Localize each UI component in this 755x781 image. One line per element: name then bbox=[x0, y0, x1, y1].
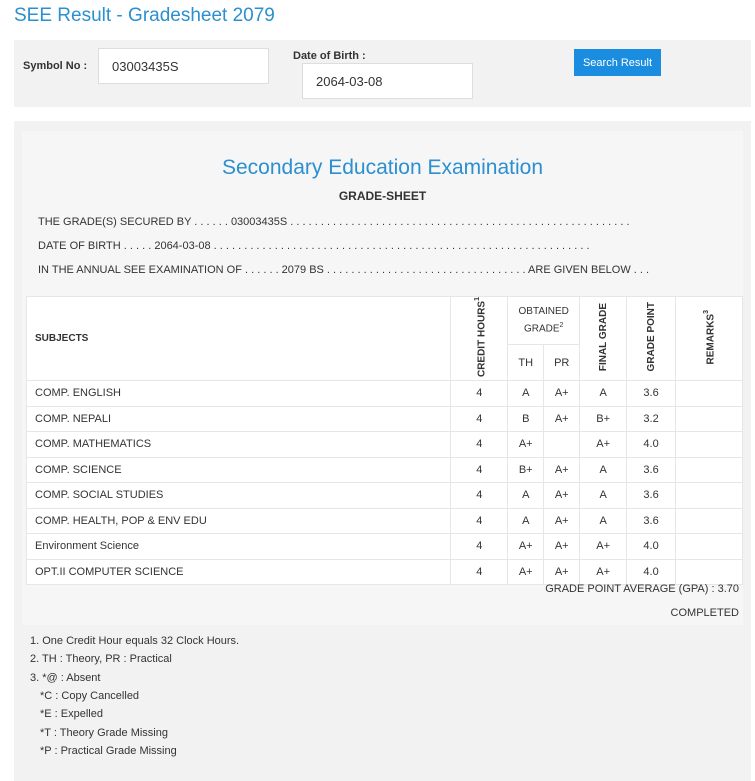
final-grade-cell: B+ bbox=[580, 406, 627, 432]
note-item: *C : Copy Cancelled bbox=[40, 690, 140, 702]
note-item: 2. TH : Theory, PR : Practical bbox=[30, 653, 172, 665]
remarks-cell bbox=[676, 483, 743, 509]
grade-point-cell: 4.0 bbox=[627, 432, 676, 458]
pr-grade-cell: A+ bbox=[544, 534, 580, 560]
remarks-cell bbox=[676, 508, 743, 534]
remarks-cell bbox=[676, 534, 743, 560]
grade-point-header: GRADE POINT bbox=[627, 297, 676, 381]
credit-cell: 4 bbox=[451, 457, 508, 483]
credit-cell: 4 bbox=[451, 508, 508, 534]
final-grade-cell: A+ bbox=[580, 432, 627, 458]
pr-grade-cell: A+ bbox=[544, 406, 580, 432]
subject-cell: COMP. HEALTH, POP & ENV EDU bbox=[27, 508, 451, 534]
credit-cell: 4 bbox=[451, 483, 508, 509]
search-result-button[interactable]: Search Result bbox=[574, 49, 661, 76]
grade-point-cell: 4.0 bbox=[627, 534, 676, 560]
remarks-cell bbox=[676, 559, 743, 585]
table-row bbox=[27, 559, 743, 585]
subject-cell: COMP. MATHEMATICS bbox=[27, 432, 451, 458]
table-row bbox=[27, 508, 743, 534]
grade-point-cell: 3.6 bbox=[627, 483, 676, 509]
table-row bbox=[27, 534, 743, 560]
note-item: 3. *@ : Absent bbox=[30, 672, 101, 684]
note-item: 1. One Credit Hour equals 32 Clock Hours. bbox=[30, 635, 240, 647]
table-row bbox=[27, 457, 743, 483]
gpa-summary: GRADE POINT AVERAGE (GPA) : 3.70 bbox=[545, 583, 739, 595]
subject-cell: COMP. SCIENCE bbox=[27, 457, 451, 483]
grade-point-cell: 3.6 bbox=[627, 381, 676, 407]
th-header: TH bbox=[508, 345, 544, 381]
obtained-grade-header: OBTAINED GRADE$^2$ bbox=[508, 297, 580, 345]
pr-grade-cell: A+ bbox=[544, 381, 580, 407]
credit-cell: 4 bbox=[451, 432, 508, 458]
table-row bbox=[27, 432, 743, 458]
pr-grade-cell: A+ bbox=[544, 457, 580, 483]
remarks-cell bbox=[676, 406, 743, 432]
result-status: COMPLETED bbox=[670, 607, 739, 619]
grades-table bbox=[26, 296, 743, 585]
final-grade-cell: A bbox=[580, 457, 627, 483]
th-grade-cell: A+ bbox=[508, 559, 544, 585]
th-grade-cell: A bbox=[508, 381, 544, 407]
remarks-cell bbox=[676, 457, 743, 483]
th-grade-cell: A+ bbox=[508, 432, 544, 458]
pr-grade-cell: A+ bbox=[544, 508, 580, 534]
dob-line: DATE OF BIRTH . . . . . 2064-03-08 . . . . . . . . . . . . . . . . . . . . . . . . . . . . . . . . . . . . . . . . . . . . . . . . . . . . . . . . . . . . . . bbox=[38, 240, 590, 252]
symbol-no-label: Symbol No : bbox=[23, 60, 88, 72]
credit-cell: 4 bbox=[451, 381, 508, 407]
grade-point-cell: 3.2 bbox=[627, 406, 676, 432]
dob-label: Date of Birth : bbox=[293, 50, 366, 62]
th-grade-cell: B bbox=[508, 406, 544, 432]
final-grade-cell: A bbox=[580, 508, 627, 534]
exam-year-line: IN THE ANNUAL SEE EXAMINATION OF . . . . . . 2079 BS . . . . . . . . . . . . . . . . . . . . . . . . . . . . . . . . . ARE GIVEN BELOW . . . bbox=[38, 264, 650, 276]
subjects-header: SUBJECTS bbox=[27, 297, 451, 381]
remarks-cell bbox=[676, 381, 743, 407]
final-grade-cell: A bbox=[580, 381, 627, 407]
symbol-no-input[interactable] bbox=[98, 48, 269, 84]
subject-cell: COMP. ENGLISH bbox=[27, 381, 451, 407]
grade-point-cell: 3.6 bbox=[627, 508, 676, 534]
pr-grade-cell: A+ bbox=[544, 559, 580, 585]
th-grade-cell: A bbox=[508, 483, 544, 509]
final-grade-header: FINAL GRADE bbox=[580, 297, 627, 381]
subject-cell: COMP. NEPALI bbox=[27, 406, 451, 432]
credit-cell: 4 bbox=[451, 406, 508, 432]
secured-by-line: THE GRADE(S) SECURED BY . . . . . . 03003435S . . . . . . . . . . . . . . . . . . . . . . . . . . . . . . . . . . . . . . . . . . . . . . . . . . . . . . . . bbox=[38, 216, 630, 228]
exam-title: Secondary Education Examination bbox=[221, 156, 544, 179]
remarks-cell bbox=[676, 432, 743, 458]
th-grade-cell: B+ bbox=[508, 457, 544, 483]
th-grade-cell: A+ bbox=[508, 534, 544, 560]
table-row bbox=[27, 406, 743, 432]
subject-cell: COMP. SOCIAL STUDIES bbox=[27, 483, 451, 509]
final-grade-cell: A+ bbox=[580, 534, 627, 560]
page-title: SEE Result - Gradesheet 2079 bbox=[14, 5, 275, 26]
grade-point-cell: 3.6 bbox=[627, 457, 676, 483]
note-item: *E : Expelled bbox=[40, 708, 103, 720]
grade-point-cell: 4.0 bbox=[627, 559, 676, 585]
th-grade-cell: A bbox=[508, 508, 544, 534]
table-row bbox=[27, 381, 743, 407]
final-grade-cell: A+ bbox=[580, 559, 627, 585]
remarks-header: REMARKS$^3$ bbox=[676, 297, 743, 381]
pr-grade-cell: A+ bbox=[544, 483, 580, 509]
dob-input[interactable] bbox=[302, 63, 473, 99]
credit-hours-header: CREDIT HOURS$^1$ bbox=[451, 297, 508, 381]
note-item: *P : Practical Grade Missing bbox=[40, 745, 177, 757]
subject-cell: Environment Science bbox=[27, 534, 451, 560]
pr-grade-cell bbox=[544, 432, 580, 458]
credit-cell: 4 bbox=[451, 534, 508, 560]
gradesheet-subtitle: GRADE-SHEET bbox=[338, 189, 427, 203]
credit-cell: 4 bbox=[451, 559, 508, 585]
subject-cell: OPT.II COMPUTER SCIENCE bbox=[27, 559, 451, 585]
final-grade-cell: A bbox=[580, 483, 627, 509]
table-row bbox=[27, 483, 743, 509]
note-item: *T : Theory Grade Missing bbox=[40, 727, 168, 739]
pr-header: PR bbox=[544, 345, 580, 381]
